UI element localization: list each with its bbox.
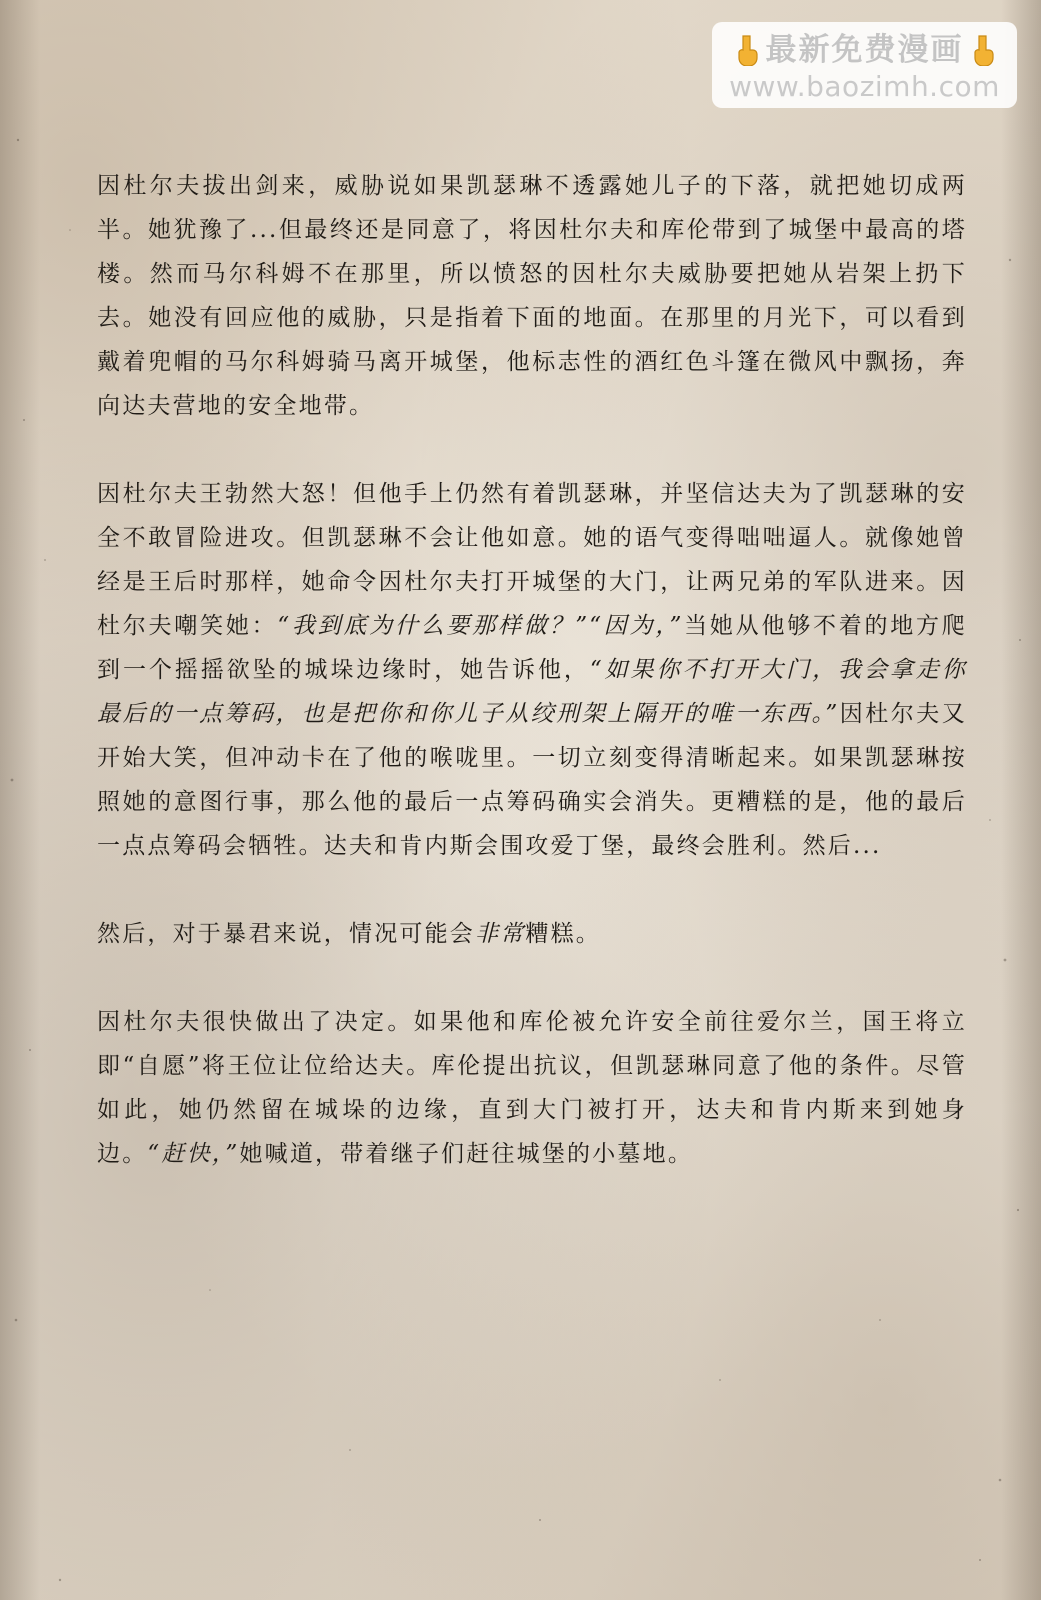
pointing-down-hand-icon xyxy=(970,34,996,66)
paragraph-text: 糟糕。 xyxy=(525,921,602,947)
watermark-title: 最新免费漫画 xyxy=(765,32,964,68)
paragraph-text: 因杜尔夫很快做出了决定。如果他和库伦被允许安全前往爱尔兰，国王将立即“自愿”将王位让位给达夫。库伦提出抗议，但凯瑟琳同意了他的条件。尽管如此，她仍然留在城垛的边缘，直到大门被打开，达夫和肯内斯来到她身边。 xyxy=(97,1009,967,1167)
page-edge-shadow-right xyxy=(1001,0,1041,1600)
paragraph-text: 然后，对于暴君来说，情况可能会 xyxy=(97,921,475,947)
paragraph-3 xyxy=(97,912,967,956)
paragraph-text: 她喊道，带着继子们赶往城堡的小墓地。 xyxy=(239,1141,694,1167)
dialogue-quote: “如果你不打开大门，我会拿走你最后的一点筹码，也是把你和你儿子从绞刑架上隔开的唯一东西。” xyxy=(97,657,967,727)
story-text xyxy=(97,164,967,1220)
paragraph-text: 因杜尔夫又开始大笑，但冲动卡在了他的喉咙里。一切立刻变得清晰起来。如果凯瑟琳按照她的意图行事，那么他的最后一点筹码确实会消失。更糟糕的是，他的最后一点点筹码会牺牲。达夫和肯内斯会围攻爱丁堡，最终会胜利。然后... xyxy=(97,701,968,859)
paragraph-text: 当她从他够不着的地方爬到一个摇摇欲坠的城垛边缘时，她告诉他， xyxy=(97,613,968,683)
watermark-title-row xyxy=(712,30,1017,70)
dialogue-quote: “赶快，” xyxy=(147,1141,240,1167)
site-watermark xyxy=(712,22,1017,108)
paragraph-text: 因杜尔夫拔出剑来，威胁说如果凯瑟琳不透露她儿子的下落，就把她切成两半。她犹豫了...但最终还是同意了，将因杜尔夫和库伦带到了城堡中最高的塔楼。然而马尔科姆不在那里，所以愤怒的因杜尔夫威胁要把她从岩架上扔下去。她没有回应他的威胁，只是指着下面的地面。在那里的月光下，可以看到戴着兜帽的马尔科姆骑马离开城堡，他标志性的酒红色斗篷在微风中飘扬，奔向达夫营地的安全地带。 xyxy=(97,173,967,419)
pointing-down-hand-icon xyxy=(734,34,760,66)
page-edge-shadow-left xyxy=(0,0,40,1600)
paragraph-text: 因杜尔夫王勃然大怒！但他手上仍然有着凯瑟琳，并坚信达夫为了凯瑟琳的安全不敢冒险进攻。但凯瑟琳不会让他如意。她的语气变得咄咄逼人。就像她曾经是王后时那样，她命令因杜尔夫打开城堡的大门，让两兄弟的军队进来。因杜尔夫嘲笑她： xyxy=(97,481,967,639)
paragraph-2 xyxy=(97,472,967,868)
dialogue-quote: “我到底为什么要那样做？”“因为，” xyxy=(277,613,684,639)
watermark-url: www.baozimh.com xyxy=(729,70,1000,103)
emphasis-text: 非常 xyxy=(475,921,526,947)
paragraph-4 xyxy=(97,1000,967,1176)
paragraph-1 xyxy=(97,164,967,428)
